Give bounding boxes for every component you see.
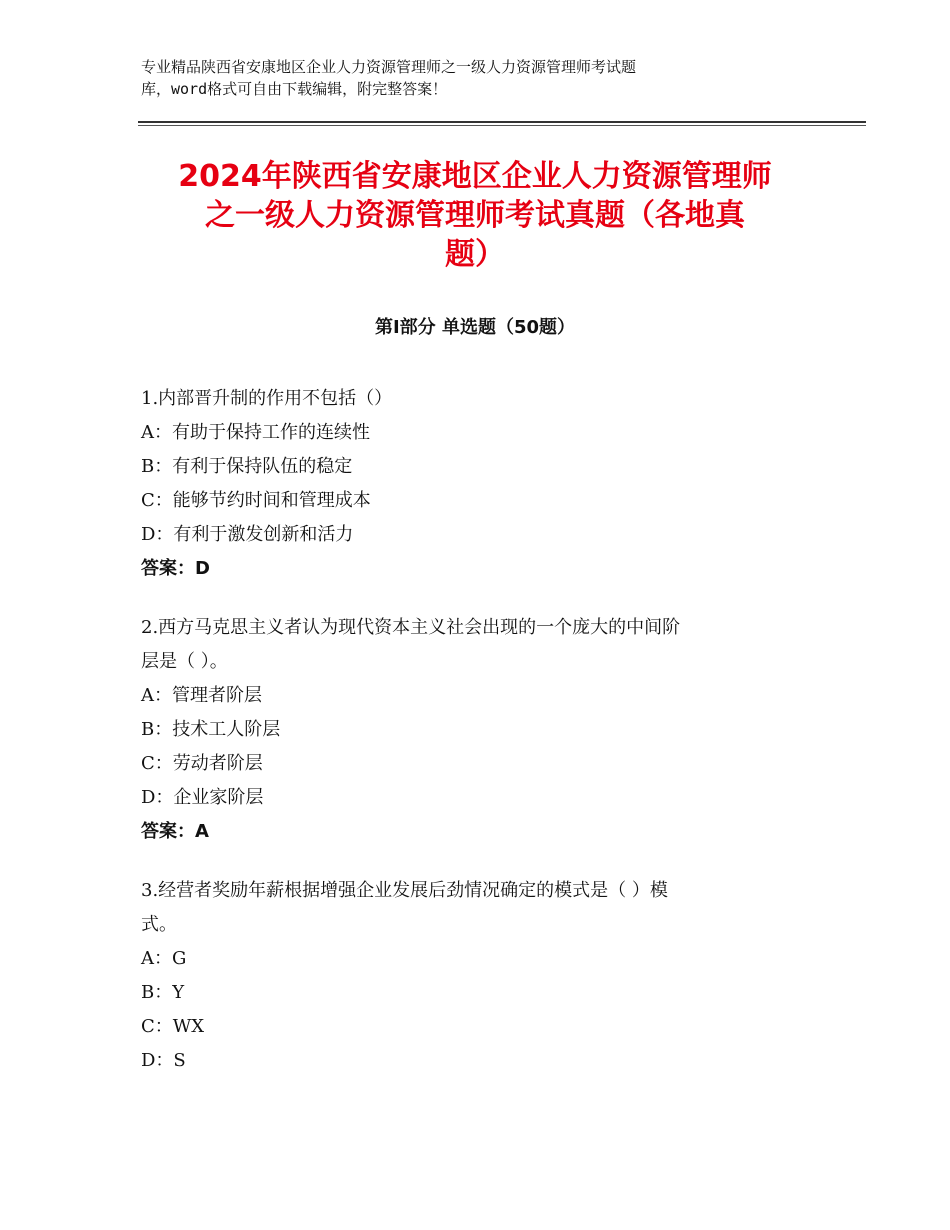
- option-d: D：有利于激发创新和活力: [141, 524, 354, 545]
- option-a: A：管理者阶层: [141, 685, 262, 706]
- question-2: [141, 611, 801, 849]
- header-divider-thick: [138, 121, 866, 123]
- header-note: [141, 56, 781, 100]
- title-line-1: 2024年陕西省安康地区企业人力资源管理师: [178, 159, 772, 194]
- title-line-3: 题）: [445, 237, 505, 272]
- question-stem: 1.内部晋升制的作用不包括（）: [141, 388, 393, 409]
- header-note-line-2: 库，word格式可自由下载编辑，附完整答案！: [141, 80, 448, 98]
- option-a: A：G: [141, 948, 187, 969]
- question-stem: 2.西方马克思主义者认为现代资本主义社会出现的一个庞大的中间阶: [141, 617, 681, 638]
- option-b: B：有利于保持队伍的稳定: [141, 456, 353, 477]
- option-d: D：企业家阶层: [141, 787, 264, 808]
- question-list: [141, 382, 801, 1103]
- title-line-2: 之一级人力资源管理师考试真题（各地真: [205, 198, 745, 233]
- question-stem-continued: 式。: [141, 914, 177, 935]
- option-d: D：S: [141, 1050, 186, 1071]
- option-c: C：WX: [141, 1016, 205, 1037]
- question-1: [141, 382, 801, 586]
- option-c: C：劳动者阶层: [141, 753, 263, 774]
- document-title: [130, 157, 820, 274]
- question-stem: 3.经营者奖励年薪根据增强企业发展后劲情况确定的模式是（ ）模: [141, 880, 668, 901]
- option-a: A：有助于保持工作的连续性: [141, 422, 370, 443]
- question-stem-continued: 层是（ ）。: [141, 651, 228, 672]
- option-b: B：技术工人阶层: [141, 719, 281, 740]
- answer-label: 答案：D: [141, 558, 210, 579]
- answer-label: 答案：A: [141, 821, 209, 842]
- header-note-line-1: 专业精品陕西省安康地区企业人力资源管理师之一级人力资源管理师考试题: [141, 58, 637, 76]
- option-b: B：Y: [141, 982, 185, 1003]
- option-c: C：能够节约时间和管理成本: [141, 490, 371, 511]
- question-3: [141, 874, 801, 1078]
- header-divider-thin: [138, 125, 866, 126]
- section-heading: 第Ⅰ部分 单选题（50题）: [374, 317, 575, 338]
